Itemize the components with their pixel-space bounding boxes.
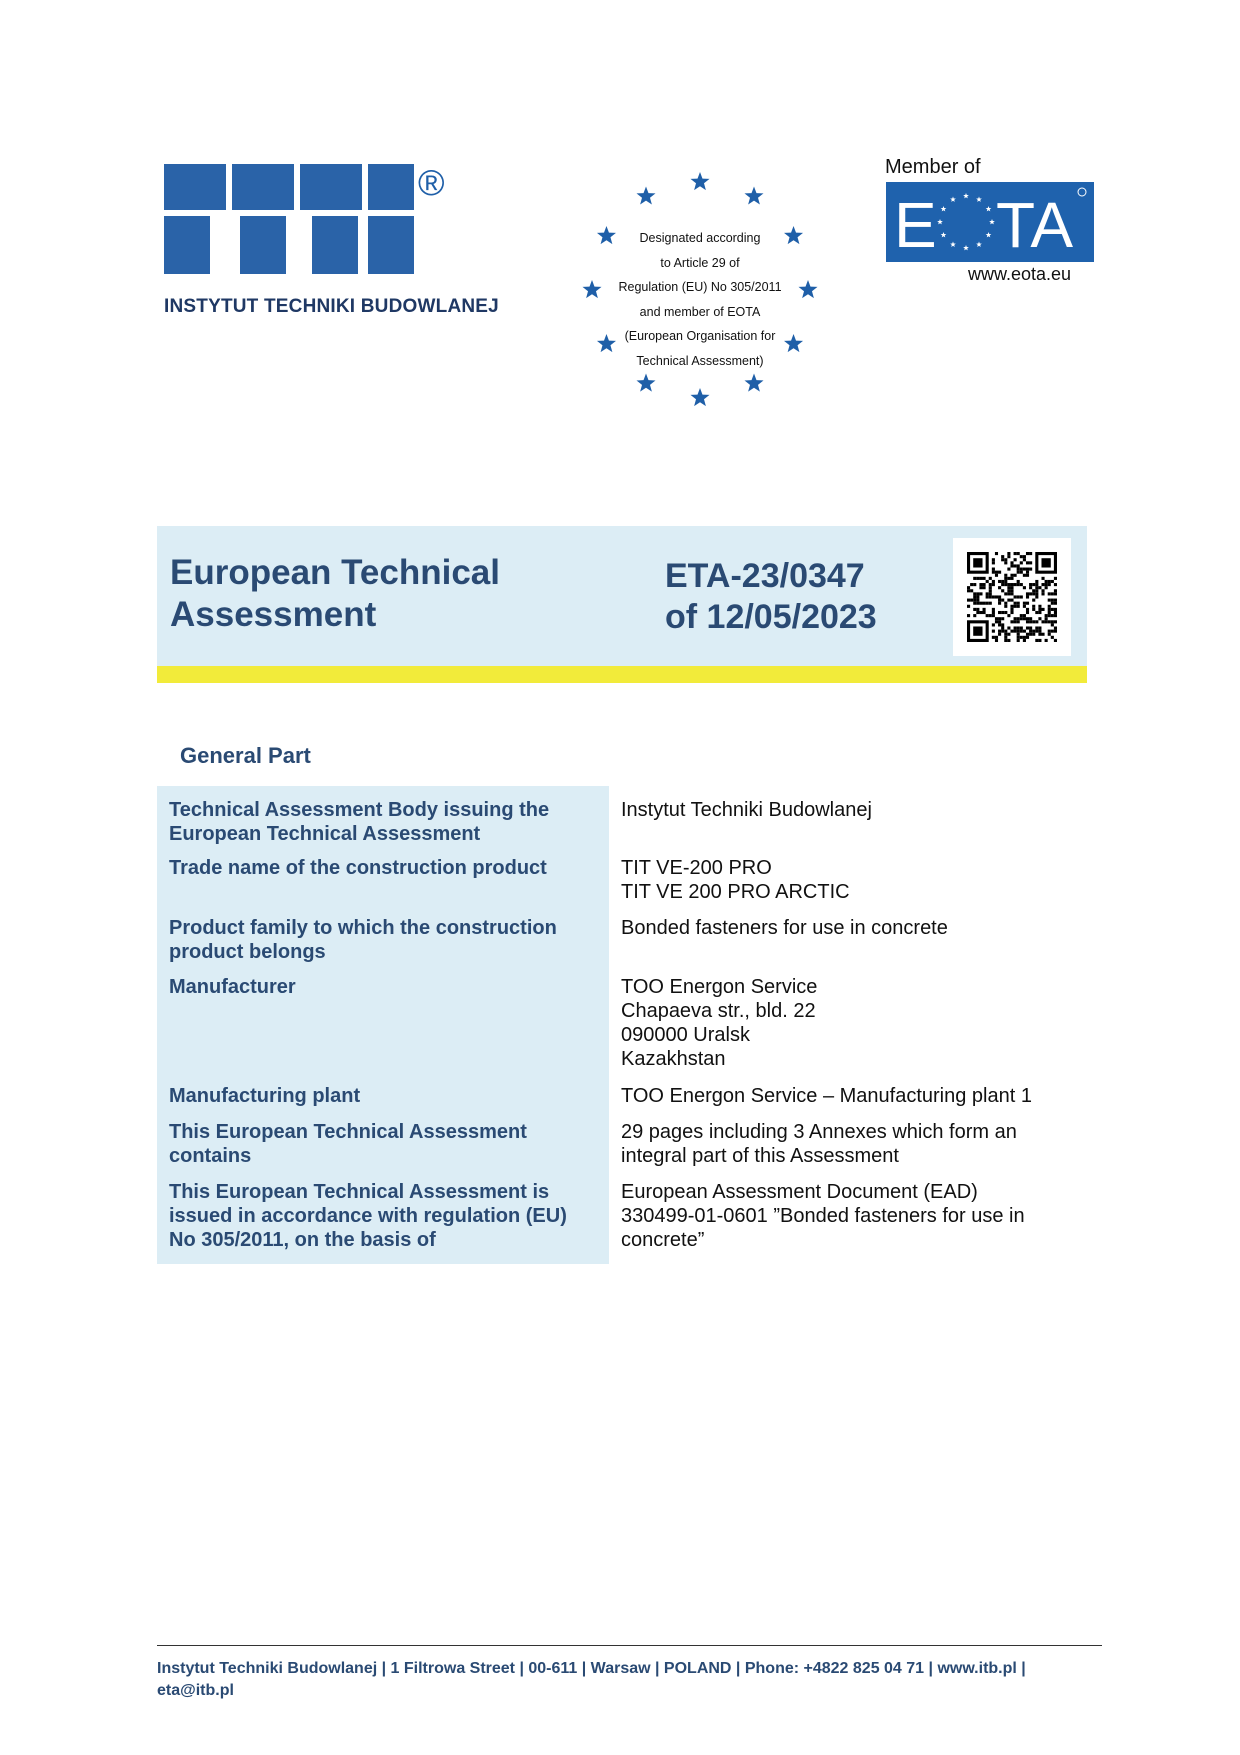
banner-stripe [157, 666, 1087, 683]
value-line: integral part of this Assessment [621, 1145, 899, 1167]
title-line: European Technical [170, 553, 500, 592]
label-line: Manufacturer [169, 976, 296, 998]
footer-contact [157, 1658, 1102, 1702]
row-label-contents [169, 1120, 601, 1168]
svg-text:E: E [894, 189, 937, 261]
row-label-manufacturing-plant [169, 1084, 601, 1108]
star-icon [690, 388, 709, 406]
designation-line: (European Organisation for [624, 329, 776, 344]
label-line: European Technical Assessment [169, 823, 481, 845]
label-line: issued in accordance with regulation (EU) [169, 1205, 567, 1227]
value-line: TOO Energon Service – Manufacturing plant 1 [621, 1085, 1032, 1107]
value-line: Kazakhstan [621, 1048, 726, 1070]
value-line: 330499-01-0601 ”Bonded fasteners for use in [621, 1205, 1025, 1227]
qr-code-box [953, 538, 1071, 656]
eota-logo-icon [886, 182, 1094, 262]
itb-block-logo-icon [164, 164, 454, 274]
star-icon [744, 186, 763, 204]
value-line: Chapaeva str., bld. 22 [621, 1000, 816, 1022]
row-value-contents [621, 1120, 1091, 1168]
value-line: European Assessment Document (EAD) [621, 1181, 978, 1203]
label-line: Technical Assessment Body issuing the [169, 799, 550, 821]
label-line: product belongs [169, 941, 326, 963]
label-line: Trade name of the construction product [169, 857, 547, 879]
footer-line: Instytut Techniki Budowlanej | 1 Filtrowa Street | 00-611 | Warsaw | POLAND | Phone: +4822 825 04 71 | www.itb.pl | [157, 1660, 1026, 1677]
row-label-assessment-body [169, 798, 601, 846]
eta-number [665, 556, 925, 638]
row-value-manufacturer [621, 975, 1091, 1071]
row-value-assessment-body [621, 798, 1091, 822]
title-line: Assessment [170, 595, 377, 634]
eta-date-line: of 12/05/2023 [665, 598, 877, 636]
label-line: Product family to which the construction [169, 917, 557, 939]
designation-line: Regulation (EU) No 305/2011 [618, 280, 782, 295]
row-value-basis [621, 1180, 1091, 1252]
value-line: 29 pages including 3 Annexes which form an [621, 1121, 1017, 1143]
label-line: This European Technical Assessment is [169, 1181, 550, 1203]
designation-line: Designated according [639, 231, 761, 245]
footer-line: eta@itb.pl [157, 1682, 234, 1699]
row-value-manufacturing-plant [621, 1084, 1091, 1108]
star-icon [744, 374, 763, 392]
row-label-manufacturer [169, 975, 601, 999]
designation-line: and member of EOTA [639, 304, 761, 319]
star-icon [636, 186, 655, 204]
label-line: Manufacturing plant [169, 1085, 361, 1107]
svg-text:TA: TA [996, 189, 1074, 261]
value-line: 090000 Uralsk [621, 1024, 750, 1046]
row-value-product-family [621, 916, 1091, 940]
designation-line: to Article 29 of [660, 255, 740, 270]
label-line: This European Technical Assessment [169, 1121, 527, 1143]
registered-mark: ® [418, 162, 445, 203]
value-line: TIT VE-200 PRO [621, 857, 772, 879]
row-value-trade-name [621, 856, 1091, 904]
value-line: Bonded fasteners for use in concrete [621, 917, 948, 939]
qr-code-icon [967, 552, 1057, 642]
eota-url: www.eota.eu [968, 264, 1072, 284]
value-line: TOO Energon Service [621, 976, 818, 998]
value-line: concrete” [621, 1229, 705, 1251]
label-line: No 305/2011, on the basis of [169, 1229, 436, 1251]
star-icon [636, 374, 655, 392]
institute-name: INSTYTUT TECHNIKI BUDOWLANEJ [164, 296, 499, 317]
star-icon [690, 172, 709, 190]
member-of-label: Member of [885, 156, 981, 178]
designation-line: Technical Assessment) [636, 353, 764, 368]
designation-text [590, 226, 810, 374]
value-line: Instytut Techniki Budowlanej [621, 799, 872, 821]
row-label-trade-name [169, 856, 601, 880]
footer-divider [157, 1645, 1102, 1646]
row-label-product-family [169, 916, 601, 964]
general-part-heading: General Part [180, 743, 311, 768]
eta-number-line: ETA-23/0347 [665, 557, 865, 595]
label-line: contains [169, 1145, 252, 1167]
document-title [170, 552, 590, 636]
row-label-basis [169, 1180, 601, 1252]
value-line: TIT VE 200 PRO ARCTIC [621, 881, 850, 903]
